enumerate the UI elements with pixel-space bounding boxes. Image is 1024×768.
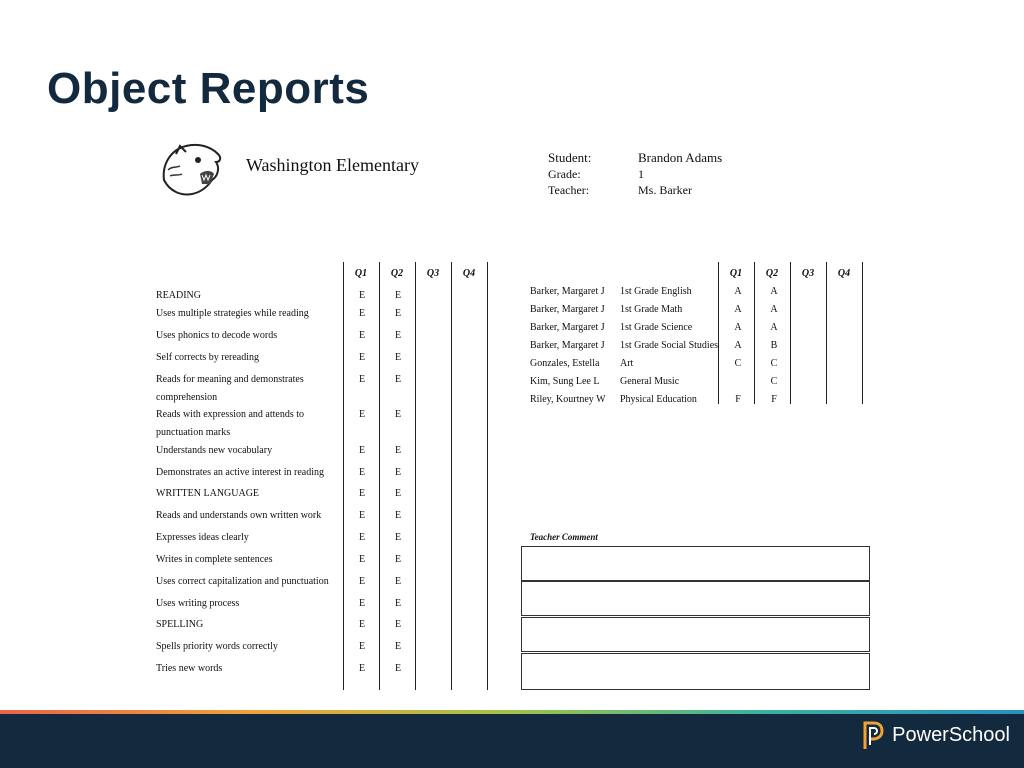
course-teacher: Kim, Sung Lee L [530, 376, 600, 387]
course-name: General Music [620, 376, 680, 387]
standard-q2-mark: E [394, 488, 402, 499]
course-q2-grade: A [770, 286, 778, 297]
standard-q1-mark: E [358, 467, 366, 478]
course-q1-grade: A [734, 322, 742, 333]
standard-q2-mark: E [394, 290, 402, 301]
standard-q2-mark: E [394, 308, 402, 319]
standard-label: Uses phonics to decode words [156, 330, 278, 341]
course-q2-grade: A [770, 304, 778, 315]
standard-q1-mark: E [358, 308, 366, 319]
student-name: Brandon Adams [638, 150, 723, 165]
standard-label: Spells priority words correctly [156, 641, 278, 652]
course-q1-grade: A [734, 286, 742, 297]
right-header-q2: Q2 [765, 268, 779, 279]
standard-label: Writes in complete sentences [156, 554, 273, 565]
course-name: 1st Grade Math [620, 304, 683, 315]
standard-q2-mark: E [394, 619, 402, 630]
left-header-q1: Q1 [354, 268, 368, 279]
standard-q2-mark: E [394, 352, 402, 363]
course-name: 1st Grade Social Studies [620, 340, 719, 351]
course-q2-grade: A [770, 322, 778, 333]
comment-line[interactable] [521, 617, 870, 652]
course-q2-grade: F [771, 394, 777, 405]
course-q2-grade: C [770, 376, 778, 387]
standard-q1-mark: E [358, 641, 366, 652]
slide-title: Object Reports [47, 64, 370, 113]
standard-q1-mark: E [358, 532, 366, 543]
standard-q1-mark: E [358, 290, 366, 301]
standard-q1-mark: E [358, 663, 366, 674]
course-q2-grade: C [770, 358, 778, 369]
right-header-q4: Q4 [837, 268, 851, 279]
teacher-comment-title: Teacher Comment [530, 532, 598, 542]
course-q1-grade: F [735, 394, 741, 405]
standard-label: Self corrects by rereading [156, 352, 260, 363]
standard-q2-mark: E [394, 445, 402, 456]
left-header-q4: Q4 [462, 268, 476, 279]
standard-label: Reads and understands own written work [156, 510, 322, 521]
standard-label: Understands new vocabulary [156, 445, 273, 456]
brand-name: PowerSchool [892, 723, 1010, 746]
student-label: Student: [548, 150, 592, 165]
comment-line[interactable] [521, 581, 870, 616]
left-header-q2: Q2 [390, 268, 404, 279]
course-name: Art [620, 358, 634, 369]
standard-q2-mark: E [394, 532, 402, 543]
course-q1-grade: A [734, 340, 742, 351]
left-header-q3: Q3 [426, 268, 440, 279]
course-teacher: Gonzales, Estella [530, 358, 600, 369]
standard-q1-mark: E [358, 352, 366, 363]
standard-q1-mark: E [358, 554, 366, 565]
standard-q1-mark: E [358, 576, 366, 587]
course-q1-grade: A [734, 304, 742, 315]
standard-label: Reads with expression and attends to punctuation marks [156, 409, 305, 438]
standard-q1-mark: E [358, 619, 366, 630]
standard-q1-mark: E [358, 488, 366, 499]
right-header-q3: Q3 [801, 268, 815, 279]
teacher-value: Ms. Barker [638, 183, 692, 197]
standard-q1-mark: E [358, 409, 366, 420]
course-teacher: Barker, Margaret J [530, 322, 605, 333]
standard-label: Reads for meaning and demonstrates comprehension [156, 374, 304, 403]
standard-q1-mark: E [358, 445, 366, 456]
standard-q2-mark: E [394, 598, 402, 609]
course-teacher: Barker, Margaret J [530, 286, 605, 297]
standard-q2-mark: E [394, 510, 402, 521]
powerschool-logo-icon [862, 720, 884, 750]
standard-q2-mark: E [394, 330, 402, 341]
comment-line[interactable] [521, 653, 870, 690]
standard-q1-mark: E [358, 510, 366, 521]
standard-q1-mark: E [358, 598, 366, 609]
standard-q2-mark: E [394, 576, 402, 587]
standard-label: WRITTEN LANGUAGE [156, 488, 260, 499]
standard-q2-mark: E [394, 374, 402, 385]
panther-logo-icon [158, 140, 226, 198]
standard-q1-mark: E [358, 330, 366, 341]
course-name: Physical Education [620, 394, 697, 405]
standard-label: Uses writing process [156, 598, 240, 609]
standard-label: Demonstrates an active interest in reading [156, 467, 324, 478]
grade-value: 1 [638, 167, 644, 181]
standard-q2-mark: E [394, 554, 402, 565]
standard-q2-mark: E [394, 663, 402, 674]
course-name: 1st Grade English [620, 286, 692, 297]
course-teacher: Barker, Margaret J [530, 340, 605, 351]
standard-q2-mark: E [394, 409, 402, 420]
standard-label: Tries new words [156, 663, 223, 674]
powerschool-brand [862, 720, 1010, 750]
course-teacher: Riley, Kourtney W [530, 394, 606, 405]
standard-label: Expresses ideas clearly [156, 532, 249, 543]
right-header-q1: Q1 [729, 268, 743, 279]
comment-line[interactable] [521, 546, 870, 581]
teacher-label: Teacher: [548, 183, 590, 197]
grade-label: Grade: [548, 167, 581, 181]
standard-label: Uses multiple strategies while reading [156, 308, 309, 319]
standard-q1-mark: E [358, 374, 366, 385]
course-teacher: Barker, Margaret J [530, 304, 605, 315]
school-name: Washington Elementary [246, 155, 420, 175]
standard-label: Uses correct capitalization and punctuation [156, 576, 329, 587]
course-q2-grade: B [770, 340, 778, 351]
standard-label: SPELLING [156, 619, 204, 630]
course-q1-grade: C [734, 358, 742, 369]
standard-q2-mark: E [394, 467, 402, 478]
standard-label: READING [156, 290, 201, 301]
course-name: 1st Grade Science [620, 322, 693, 333]
standard-q2-mark: E [394, 641, 402, 652]
